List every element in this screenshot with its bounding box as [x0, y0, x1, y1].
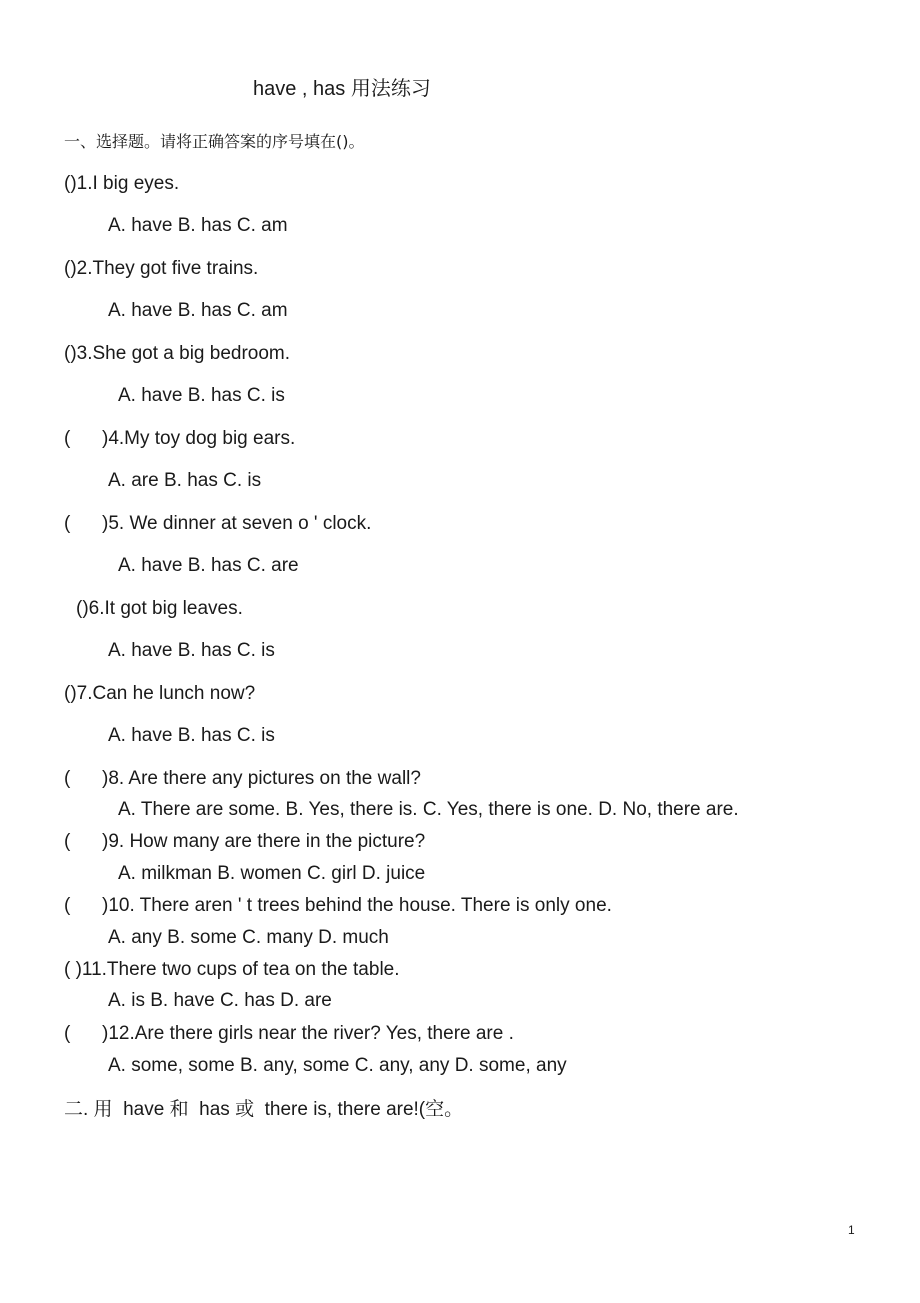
question-6-options: A. have B. has C. is — [108, 640, 275, 661]
question-6-stem: ()6.It got big leaves. — [76, 598, 243, 619]
question-2-stem: ()2.They got five trains. — [64, 258, 259, 279]
question-8-options: A. There are some. B. Yes, there is. C. Yes, there is one. D. No, there are. — [118, 799, 739, 820]
section-1-heading: 一、选择题。请将正确答案的序号填在()。 — [64, 132, 365, 151]
question-8-stem: ( )8. Are there any pictures on the wall? — [64, 768, 421, 789]
question-1-options: A. have B. has C. am — [108, 215, 288, 236]
question-9-stem: ( )9. How many are there in the picture? — [64, 831, 426, 852]
question-3-stem: ()3.She got a big bedroom. — [64, 343, 291, 364]
question-10-options: A. any B. some C. many D. much — [108, 927, 389, 948]
question-11-options: A. is B. have C. has D. are — [108, 990, 332, 1011]
question-10-stem: ( )10. There aren ' t trees behind the house. There is only one. — [64, 895, 612, 916]
question-12-stem: ( )12.Are there girls near the river? Yes, there are . — [64, 1023, 514, 1044]
question-11-stem: ( )11.There two cups of tea on the table. — [64, 959, 400, 980]
question-4-options: A. are B. has C. is — [108, 470, 262, 491]
question-7-stem: ()7.Can he lunch now? — [64, 683, 256, 704]
page-number: 1 — [848, 1223, 855, 1237]
question-5-options: A. have B. has C. are — [118, 555, 299, 576]
question-9-options: A. milkman B. women C. girl D. juice — [118, 863, 426, 884]
question-12-options: A. some, some B. any, some C. any, any D. some, any — [108, 1055, 567, 1076]
section-2-heading: 二. 用 have 和 has 或 there is, there are!(空。 — [64, 1099, 464, 1120]
question-2-options: A. have B. has C. am — [108, 300, 288, 321]
page-title: have , has 用法练习 — [253, 78, 431, 100]
question-7-options: A. have B. has C. is — [108, 725, 275, 746]
question-5-stem: ( )5. We dinner at seven o ' clock. — [64, 513, 372, 534]
question-3-options: A. have B. has C. is — [118, 385, 285, 406]
question-1-stem: ()1.I big eyes. — [64, 173, 180, 194]
question-4-stem: ( )4.My toy dog big ears. — [64, 428, 296, 449]
